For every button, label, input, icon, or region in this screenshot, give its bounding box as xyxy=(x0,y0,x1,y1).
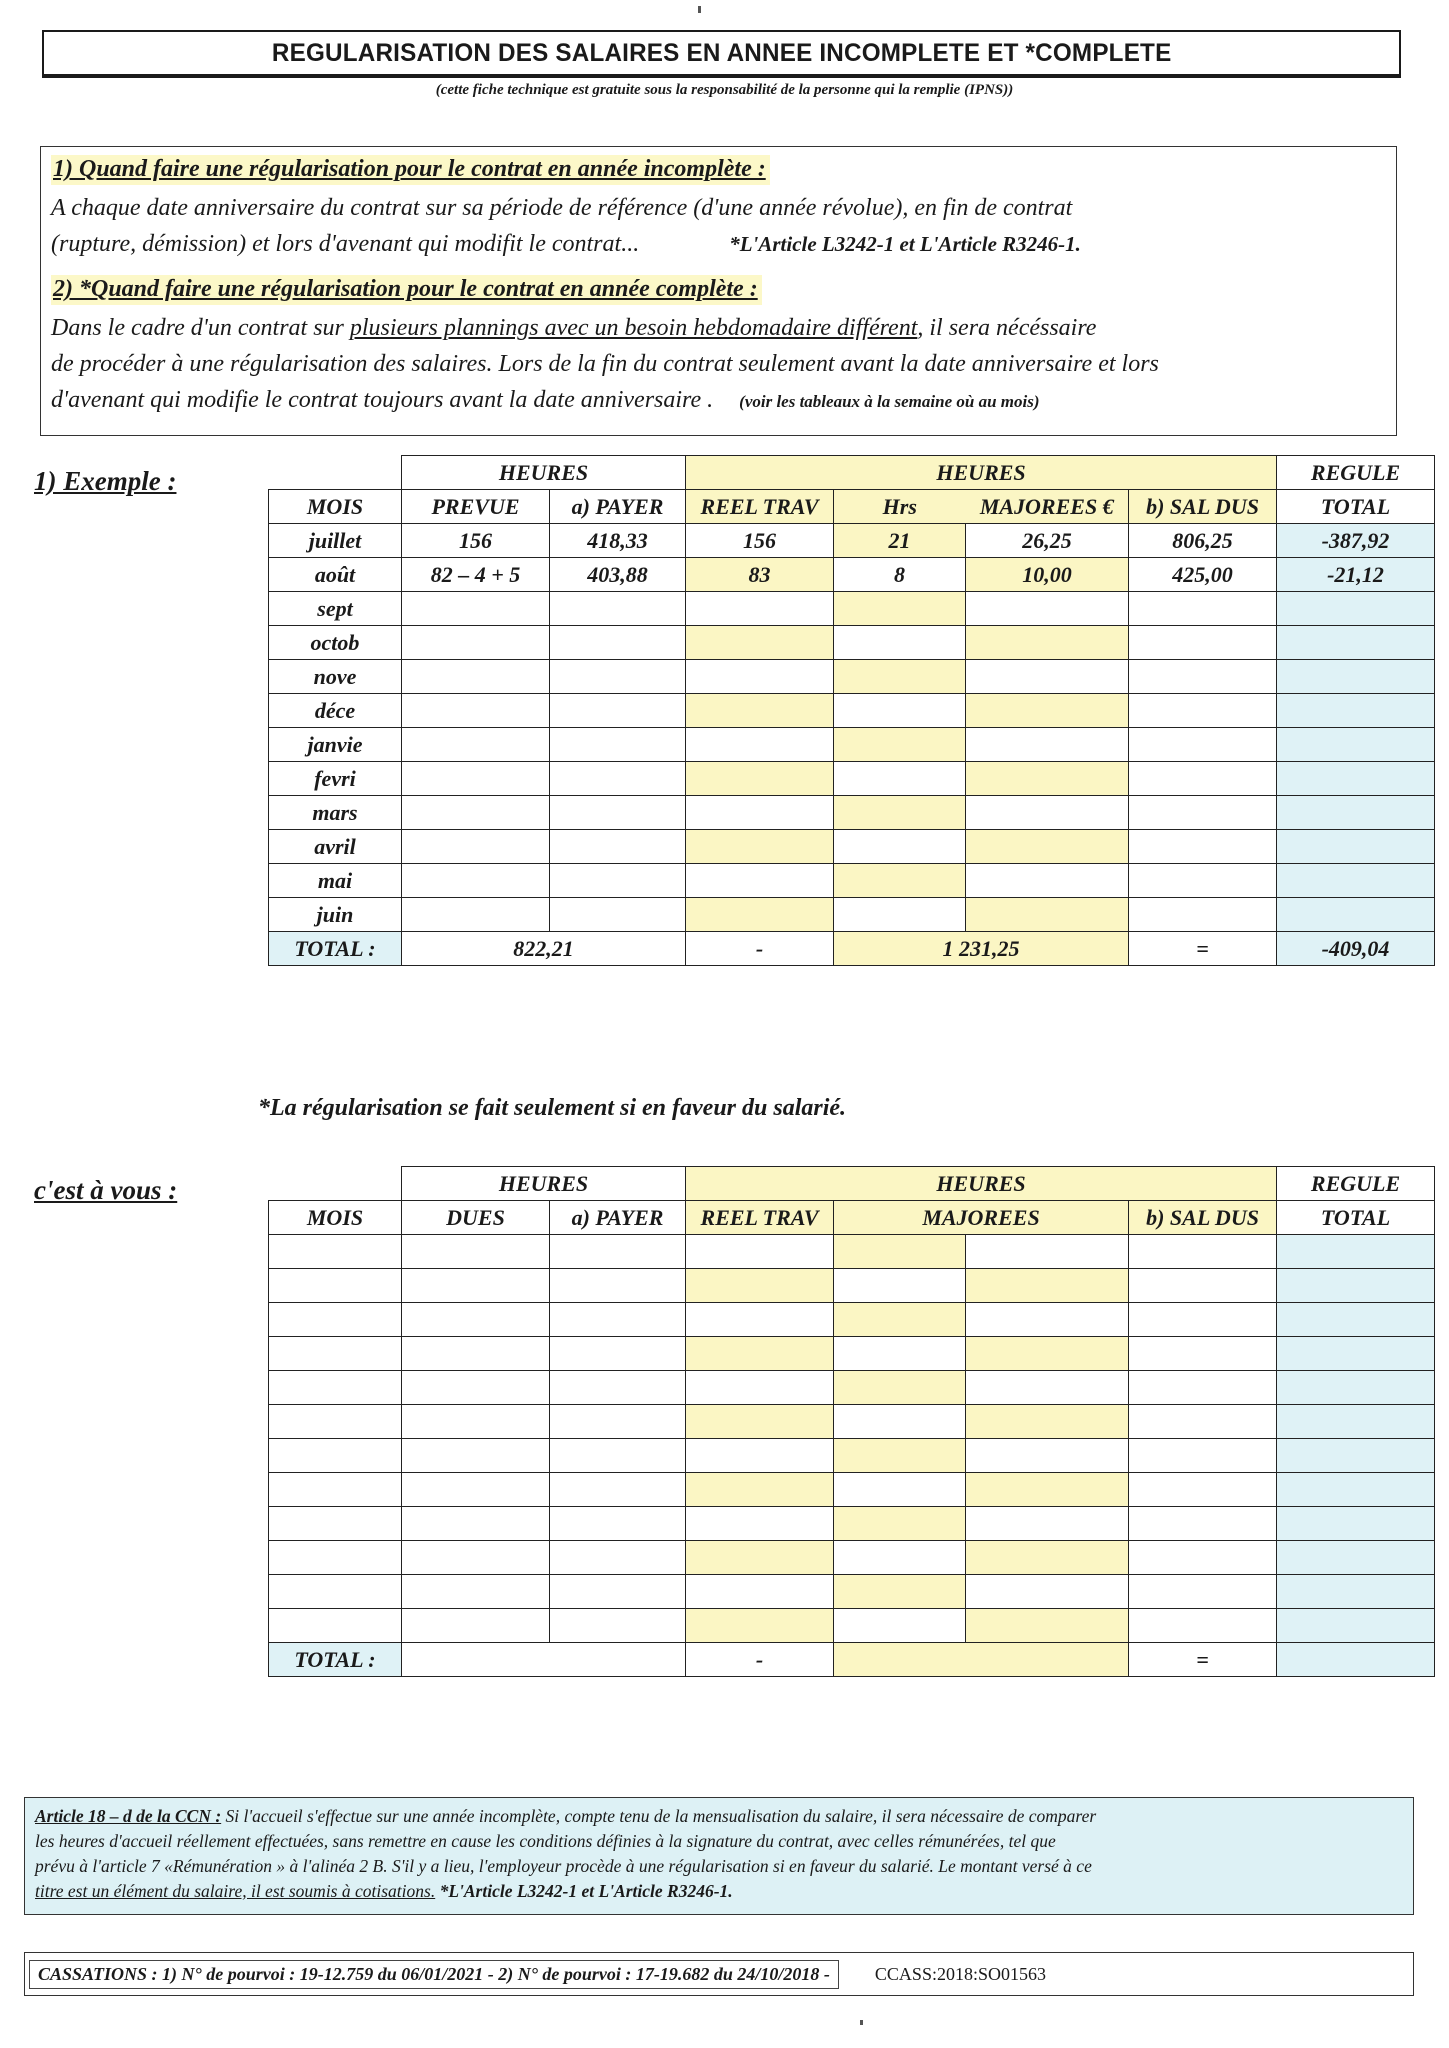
blank-cell-sal-dus[interactable] xyxy=(1129,1575,1277,1609)
example-cell-reel xyxy=(686,762,834,796)
example-cell-reel xyxy=(686,796,834,830)
example-col-hrs: Hrs xyxy=(834,490,966,524)
example-cell-total: -21,12 xyxy=(1277,558,1435,592)
blank-cell-payer[interactable] xyxy=(550,1337,686,1371)
blank-cell-reel[interactable] xyxy=(686,1473,834,1507)
blank-cell-hrs[interactable] xyxy=(834,1405,966,1439)
example-group-heures-prevue: HEURES xyxy=(402,456,686,490)
table-row xyxy=(269,864,1435,898)
blank-cell-dues[interactable] xyxy=(402,1235,550,1269)
blank-cell-dues[interactable] xyxy=(402,1269,550,1303)
blank-cell-payer[interactable] xyxy=(550,1473,686,1507)
example-cell-sal-dus xyxy=(1129,660,1277,694)
blank-cell-majorees[interactable] xyxy=(966,1609,1129,1643)
blank-cell-payer[interactable] xyxy=(550,1575,686,1609)
example-cell-majorees xyxy=(966,694,1129,728)
example-cell-mois: juillet xyxy=(269,524,402,558)
blank-cell-majorees[interactable] xyxy=(966,1337,1129,1371)
example-cell-reel xyxy=(686,626,834,660)
example-cell-payer xyxy=(550,830,686,864)
blank-cell-dues[interactable] xyxy=(402,1337,550,1371)
example-group-heures-reel: HEURES xyxy=(686,456,1277,490)
blank-cell-total[interactable] xyxy=(1277,1439,1435,1473)
table-row xyxy=(269,898,1435,932)
table-row xyxy=(269,558,1435,592)
blank-cell-reel[interactable] xyxy=(686,1439,834,1473)
table-row[interactable] xyxy=(269,1439,1435,1473)
example-group-regule: REGULE xyxy=(1277,456,1435,490)
example-cell-payer xyxy=(550,762,686,796)
example-cell-total xyxy=(1277,626,1435,660)
section2-line1-part-a: Dans le cadre d'un contrat sur xyxy=(51,315,350,342)
example-total-dash: - xyxy=(686,932,834,966)
blank-cell-dues[interactable] xyxy=(402,1439,550,1473)
blank-cell-dues[interactable] xyxy=(402,1303,550,1337)
cassations-text: CASSATIONS : 1) N° de pourvoi : 19-12.759 du 06/01/2021 - 2) N° de pourvoi : 17-19.682 du 24/10/2018 - xyxy=(29,1960,839,1989)
blank-cell-sal-dus[interactable] xyxy=(1129,1371,1277,1405)
blank-cell-reel[interactable] xyxy=(686,1371,834,1405)
example-cell-payer xyxy=(550,694,686,728)
blank-total-payer[interactable] xyxy=(402,1643,686,1677)
example-cell-prevue xyxy=(402,694,550,728)
blank-cell-mois[interactable] xyxy=(269,1269,402,1303)
example-table xyxy=(268,455,1435,966)
example-total-equals: = xyxy=(1129,932,1277,966)
blank-cell-sal-dus[interactable] xyxy=(1129,1473,1277,1507)
table-row xyxy=(269,728,1435,762)
blank-col-mois: MOIS xyxy=(269,1201,402,1235)
blank-cell-sal-dus[interactable] xyxy=(1129,1235,1277,1269)
blank-cell-majorees[interactable] xyxy=(966,1473,1129,1507)
section1-article-ref: *L'Article L3242-1 et L'Article R3246-1. xyxy=(729,232,1081,257)
blank-cell-total[interactable] xyxy=(1277,1575,1435,1609)
example-label: 1) Exemple : xyxy=(34,466,177,496)
blank-total-equals: = xyxy=(1129,1643,1277,1677)
scan-speck-bottom xyxy=(860,2020,863,2025)
blank-cell-mois[interactable] xyxy=(269,1473,402,1507)
example-cell-hrs xyxy=(834,864,966,898)
example-cell-prevue xyxy=(402,762,550,796)
section2-line1-part-b: , il sera nécéssaire xyxy=(917,315,1097,342)
example-cell-mois: avril xyxy=(269,830,402,864)
blank-cell-majorees[interactable] xyxy=(966,1541,1129,1575)
table-row[interactable] xyxy=(269,1405,1435,1439)
blank-cell-hrs[interactable] xyxy=(834,1303,966,1337)
footer-article-line1-text: Si l'accueil s'effectue sur une année incomplète, compte tenu de la mensualisation du salaire, il sera nécessaire de comparer xyxy=(225,1806,1097,1826)
table-row[interactable] xyxy=(269,1575,1435,1609)
table-row[interactable] xyxy=(269,1371,1435,1405)
section1-line1: A chaque date anniversaire du contrat sur sa période de référence (d'une année révolue), en fin de contrat xyxy=(51,195,1073,221)
table-row[interactable] xyxy=(269,1473,1435,1507)
blank-cell-dues[interactable] xyxy=(402,1371,550,1405)
example-total-majorees: 1 231,25 xyxy=(834,932,1129,966)
example-cell-majorees xyxy=(966,592,1129,626)
blank-cell-sal-dus[interactable] xyxy=(1129,1541,1277,1575)
example-cell-mois: fevri xyxy=(269,762,402,796)
example-col-reel-trav: REEL TRAV xyxy=(686,490,834,524)
blank-cell-reel[interactable] xyxy=(686,1541,834,1575)
example-cell-total xyxy=(1277,864,1435,898)
table-row[interactable] xyxy=(269,1269,1435,1303)
example-cell-payer: 403,88 xyxy=(550,558,686,592)
section2-line1 xyxy=(51,312,1386,345)
example-cell-payer xyxy=(550,660,686,694)
example-cell-total xyxy=(1277,762,1435,796)
blank-cell-sal-dus[interactable] xyxy=(1129,1337,1277,1371)
blank-cell-reel[interactable] xyxy=(686,1405,834,1439)
blank-cell-reel[interactable] xyxy=(686,1303,834,1337)
example-cell-mois: janvie xyxy=(269,728,402,762)
blank-total-majorees[interactable] xyxy=(834,1643,1129,1677)
example-cell-sal-dus xyxy=(1129,830,1277,864)
example-cell-payer xyxy=(550,864,686,898)
blank-col-total: TOTAL xyxy=(1277,1201,1435,1235)
example-column-header-row xyxy=(269,490,1435,524)
footer-article-line1 xyxy=(35,1804,1405,1829)
blank-cell-hrs[interactable] xyxy=(834,1337,966,1371)
example-cell-majorees: 10,00 xyxy=(966,558,1129,592)
blank-cell-payer[interactable] xyxy=(550,1371,686,1405)
example-cell-total xyxy=(1277,728,1435,762)
example-cell-mois: août xyxy=(269,558,402,592)
example-cell-reel xyxy=(686,728,834,762)
example-cell-mois: déce xyxy=(269,694,402,728)
cassations-box xyxy=(24,1952,1414,1996)
example-cell-reel: 83 xyxy=(686,558,834,592)
example-cell-hrs xyxy=(834,694,966,728)
blank-cell-majorees[interactable] xyxy=(966,1303,1129,1337)
blank-cell-sal-dus[interactable] xyxy=(1129,1405,1277,1439)
blank-cell-dues[interactable] xyxy=(402,1507,550,1541)
document-title-box xyxy=(42,30,1401,76)
example-total-payer: 822,21 xyxy=(402,932,686,966)
example-col-payer: a) PAYER xyxy=(550,490,686,524)
blank-cell-hrs[interactable] xyxy=(834,1609,966,1643)
blank-cell-dues[interactable] xyxy=(402,1575,550,1609)
blank-group-heures-dues: HEURES xyxy=(402,1167,686,1201)
example-cell-majorees xyxy=(966,626,1129,660)
blank-cell-hrs[interactable] xyxy=(834,1541,966,1575)
table-row xyxy=(269,762,1435,796)
blank-cell-mois[interactable] xyxy=(269,1541,402,1575)
page-title: REGULARISATION DES SALAIRES EN ANNEE INCOMPLETE ET *COMPLETE xyxy=(271,38,1172,67)
blank-cell-majorees[interactable] xyxy=(966,1235,1129,1269)
footer-article-ref: *L'Article L3242-1 et L'Article R3246-1. xyxy=(439,1880,733,1901)
blank-cell-majorees[interactable] xyxy=(966,1575,1129,1609)
example-cell-reel xyxy=(686,660,834,694)
blank-cell-sal-dus[interactable] xyxy=(1129,1609,1277,1643)
blank-cell-hrs[interactable] xyxy=(834,1439,966,1473)
example-cell-payer: 418,33 xyxy=(550,524,686,558)
table-row xyxy=(269,592,1435,626)
blank-cell-reel[interactable] xyxy=(686,1575,834,1609)
blank-cell-total[interactable] xyxy=(1277,1507,1435,1541)
example-col-majorees: MAJOREES € xyxy=(966,490,1129,524)
section2-note: (voir les tableaux à la semaine où au mois) xyxy=(739,392,1040,412)
example-cell-majorees xyxy=(966,796,1129,830)
example-col-sal-dus: b) SAL DUS xyxy=(1129,490,1277,524)
example-cell-hrs xyxy=(834,762,966,796)
blank-cell-mois[interactable] xyxy=(269,1337,402,1371)
table-row xyxy=(269,626,1435,660)
footer-article-line4-text: titre est un élément du salaire, il est soumis à cotisations. xyxy=(35,1880,436,1901)
blank-cell-mois[interactable] xyxy=(269,1507,402,1541)
footer-article-line2: les heures d'accueil réellement effectuées, sans remettre en cause les conditions définies à la signature du contrat, avec celles rémunérées, tel que xyxy=(35,1830,1056,1851)
example-cell-majorees xyxy=(966,864,1129,898)
blank-col-majorees: MAJOREES xyxy=(834,1201,1129,1235)
example-cell-hrs xyxy=(834,626,966,660)
example-cell-majorees xyxy=(966,660,1129,694)
document-subtitle: (cette fiche technique est gratuite sous la responsabilité de la personne qui la remplie (IPNS)) xyxy=(435,82,1014,98)
blank-cell-sal-dus[interactable] xyxy=(1129,1507,1277,1541)
example-cell-reel: 156 xyxy=(686,524,834,558)
section1-line2: (rupture, démission) et lors d'avenant qui modifit le contrat... xyxy=(51,231,640,258)
blank-cell-total[interactable] xyxy=(1277,1235,1435,1269)
example-cell-total xyxy=(1277,796,1435,830)
example-cell-hrs: 21 xyxy=(834,524,966,558)
blank-cell-hrs[interactable] xyxy=(834,1269,966,1303)
table-row xyxy=(269,524,1435,558)
example-cell-prevue xyxy=(402,660,550,694)
example-cell-prevue xyxy=(402,864,550,898)
cassations-reference: CCASS:2018:SO01563 xyxy=(874,1963,1046,1984)
example-col-total: TOTAL xyxy=(1277,490,1435,524)
blank-cell-payer[interactable] xyxy=(550,1303,686,1337)
blank-cell-payer[interactable] xyxy=(550,1269,686,1303)
example-cell-total xyxy=(1277,660,1435,694)
section1-heading: 1) Quand faire une régularisation pour le contrat en année incomplète : xyxy=(51,155,770,185)
blank-cell-mois[interactable] xyxy=(269,1235,402,1269)
example-cell-total xyxy=(1277,830,1435,864)
example-cell-sal-dus xyxy=(1129,762,1277,796)
blank-total-row xyxy=(269,1643,1435,1677)
table-row xyxy=(269,796,1435,830)
example-cell-sal-dus xyxy=(1129,694,1277,728)
example-cell-total xyxy=(1277,592,1435,626)
table-row[interactable] xyxy=(269,1507,1435,1541)
blank-cell-payer[interactable] xyxy=(550,1507,686,1541)
example-cell-majorees xyxy=(966,830,1129,864)
section2-heading: 2) *Quand faire une régularisation pour le contrat en année complète : xyxy=(51,275,762,305)
example-cell-sal-dus xyxy=(1129,796,1277,830)
example-table-body xyxy=(269,524,1435,966)
blank-col-dues: DUES xyxy=(402,1201,550,1235)
example-cell-prevue: 82 – 4 + 5 xyxy=(402,558,550,592)
table-row[interactable] xyxy=(269,1337,1435,1371)
example-cell-hrs xyxy=(834,728,966,762)
blank-cell-payer[interactable] xyxy=(550,1439,686,1473)
blank-cell-hrs[interactable] xyxy=(834,1235,966,1269)
blank-cell-payer[interactable] xyxy=(550,1235,686,1269)
example-cell-majorees xyxy=(966,762,1129,796)
example-cell-sal-dus xyxy=(1129,592,1277,626)
blank-column-header-row xyxy=(269,1201,1435,1235)
blank-cell-majorees[interactable] xyxy=(966,1371,1129,1405)
example-cell-prevue xyxy=(402,796,550,830)
example-cell-hrs xyxy=(834,796,966,830)
blank-group-heures-reel: HEURES xyxy=(686,1167,1277,1201)
blank-cell-majorees[interactable] xyxy=(966,1405,1129,1439)
blank-cell-reel[interactable] xyxy=(686,1337,834,1371)
example-cell-prevue xyxy=(402,626,550,660)
blank-cell-total[interactable] xyxy=(1277,1371,1435,1405)
blank-cell-majorees[interactable] xyxy=(966,1269,1129,1303)
example-cell-hrs xyxy=(834,660,966,694)
blank-corner-blank xyxy=(269,1167,402,1201)
blank-total-regule[interactable] xyxy=(1277,1643,1435,1677)
scan-speck xyxy=(698,6,701,13)
blank-cell-mois[interactable] xyxy=(269,1303,402,1337)
blank-cell-payer[interactable] xyxy=(550,1541,686,1575)
example-corner-blank xyxy=(269,456,402,490)
footer-article-line3: prévu à l'article 7 «Rémunération » à l'alinéa 2 B. S'il y a lieu, l'employeur procède à une régularisation si en faveur du salarié. Le montant versé à ce xyxy=(35,1855,1092,1876)
blank-cell-dues[interactable] xyxy=(402,1609,550,1643)
example-cell-mois: sept xyxy=(269,592,402,626)
example-cell-majorees xyxy=(966,898,1129,932)
table-row[interactable] xyxy=(269,1235,1435,1269)
example-cell-mois: mai xyxy=(269,864,402,898)
intro-box xyxy=(40,146,1397,436)
blank-cell-total[interactable] xyxy=(1277,1405,1435,1439)
example-cell-prevue xyxy=(402,830,550,864)
blank-cell-dues[interactable] xyxy=(402,1473,550,1507)
example-cell-sal-dus xyxy=(1129,728,1277,762)
blank-cell-total[interactable] xyxy=(1277,1609,1435,1643)
blank-cell-mois[interactable] xyxy=(269,1405,402,1439)
example-cell-hrs xyxy=(834,592,966,626)
table-row[interactable] xyxy=(269,1303,1435,1337)
blank-cell-reel[interactable] xyxy=(686,1609,834,1643)
example-cell-payer xyxy=(550,592,686,626)
example-total-row xyxy=(269,932,1435,966)
blank-cell-total[interactable] xyxy=(1277,1303,1435,1337)
blank-cell-mois[interactable] xyxy=(269,1371,402,1405)
example-cell-payer xyxy=(550,728,686,762)
example-group-header-row xyxy=(269,456,1435,490)
blank-col-reel-trav: REEL TRAV xyxy=(686,1201,834,1235)
blank-cell-sal-dus[interactable] xyxy=(1129,1269,1277,1303)
example-cell-reel xyxy=(686,592,834,626)
blank-cell-total[interactable] xyxy=(1277,1473,1435,1507)
blank-cell-mois[interactable] xyxy=(269,1575,402,1609)
example-total-label: TOTAL : xyxy=(269,932,402,966)
example-cell-prevue: 156 xyxy=(402,524,550,558)
example-cell-prevue xyxy=(402,898,550,932)
blank-cell-majorees[interactable] xyxy=(966,1507,1129,1541)
example-cell-total xyxy=(1277,694,1435,728)
blank-cell-dues[interactable] xyxy=(402,1541,550,1575)
blank-total-label: TOTAL : xyxy=(269,1643,402,1677)
example-cell-payer xyxy=(550,898,686,932)
example-cell-mois: nove xyxy=(269,660,402,694)
blank-cell-sal-dus[interactable] xyxy=(1129,1439,1277,1473)
blank-cell-hrs[interactable] xyxy=(834,1575,966,1609)
example-cell-hrs xyxy=(834,830,966,864)
blank-total-dash: - xyxy=(686,1643,834,1677)
example-cell-payer xyxy=(550,796,686,830)
blank-table-body[interactable] xyxy=(269,1235,1435,1677)
blank-cell-payer[interactable] xyxy=(550,1405,686,1439)
example-cell-reel xyxy=(686,898,834,932)
blank-cell-total[interactable] xyxy=(1277,1337,1435,1371)
example-total-regule: -409,04 xyxy=(1277,932,1435,966)
blank-cell-mois[interactable] xyxy=(269,1439,402,1473)
blank-group-header-row xyxy=(269,1167,1435,1201)
example-cell-sal-dus xyxy=(1129,626,1277,660)
blank-cell-hrs[interactable] xyxy=(834,1507,966,1541)
example-cell-prevue xyxy=(402,592,550,626)
blank-cell-dues[interactable] xyxy=(402,1405,550,1439)
table-row xyxy=(269,830,1435,864)
footer-article-line4 xyxy=(35,1879,1405,1904)
example-col-prevue: PREVUE xyxy=(402,490,550,524)
blank-cell-total[interactable] xyxy=(1277,1269,1435,1303)
example-cell-sal-dus xyxy=(1129,864,1277,898)
blank-cell-majorees[interactable] xyxy=(966,1439,1129,1473)
blank-cell-reel[interactable] xyxy=(686,1235,834,1269)
footer-article-label: Article 18 – d de la CCN : xyxy=(35,1806,222,1826)
example-cell-payer xyxy=(550,626,686,660)
table-row[interactable] xyxy=(269,1541,1435,1575)
example-cell-reel xyxy=(686,830,834,864)
example-cell-mois: juin xyxy=(269,898,402,932)
example-cell-mois: mars xyxy=(269,796,402,830)
blank-cell-mois[interactable] xyxy=(269,1609,402,1643)
example-cell-total: -387,92 xyxy=(1277,524,1435,558)
blank-col-sal-dus: b) SAL DUS xyxy=(1129,1201,1277,1235)
blank-cell-reel[interactable] xyxy=(686,1269,834,1303)
blank-cell-hrs[interactable] xyxy=(834,1473,966,1507)
section2-line2: de procéder à une régularisation des salaires. Lors de la fin du contrat seulement avant la date anniversaire et lors xyxy=(51,351,1159,378)
blank-cell-payer[interactable] xyxy=(550,1609,686,1643)
example-cell-sal-dus xyxy=(1129,898,1277,932)
example-cell-sal-dus: 425,00 xyxy=(1129,558,1277,592)
example-cell-prevue xyxy=(402,728,550,762)
example-cell-majorees: 26,25 xyxy=(966,524,1129,558)
blank-col-payer: a) PAYER xyxy=(550,1201,686,1235)
table-row[interactable] xyxy=(269,1609,1435,1643)
footer-article-box xyxy=(24,1797,1414,1915)
blank-cell-total[interactable] xyxy=(1277,1541,1435,1575)
example-caption: *La régularisation se fait seulement si en faveur du salarié. xyxy=(258,1095,847,1121)
example-col-mois: MOIS xyxy=(269,490,402,524)
table-row xyxy=(269,660,1435,694)
example-cell-mois: octob xyxy=(269,626,402,660)
example-cell-hrs: 8 xyxy=(834,558,966,592)
blank-cell-hrs[interactable] xyxy=(834,1371,966,1405)
blank-cell-sal-dus[interactable] xyxy=(1129,1303,1277,1337)
blank-table[interactable] xyxy=(268,1166,1435,1677)
example-cell-hrs xyxy=(834,898,966,932)
blank-table-label: c'est à vous : xyxy=(34,1175,178,1205)
blank-cell-reel[interactable] xyxy=(686,1507,834,1541)
example-cell-majorees xyxy=(966,728,1129,762)
blank-group-regule: REGULE xyxy=(1277,1167,1435,1201)
table-row xyxy=(269,694,1435,728)
example-cell-total xyxy=(1277,898,1435,932)
section2-line1-underlined: plusieurs plannings avec un besoin hebdomadaire différent xyxy=(349,315,918,342)
example-cell-reel xyxy=(686,864,834,898)
section2-line3: d'avenant qui modifie le contrat toujours avant la date anniversaire . xyxy=(51,387,714,414)
example-cell-sal-dus: 806,25 xyxy=(1129,524,1277,558)
example-cell-reel xyxy=(686,694,834,728)
